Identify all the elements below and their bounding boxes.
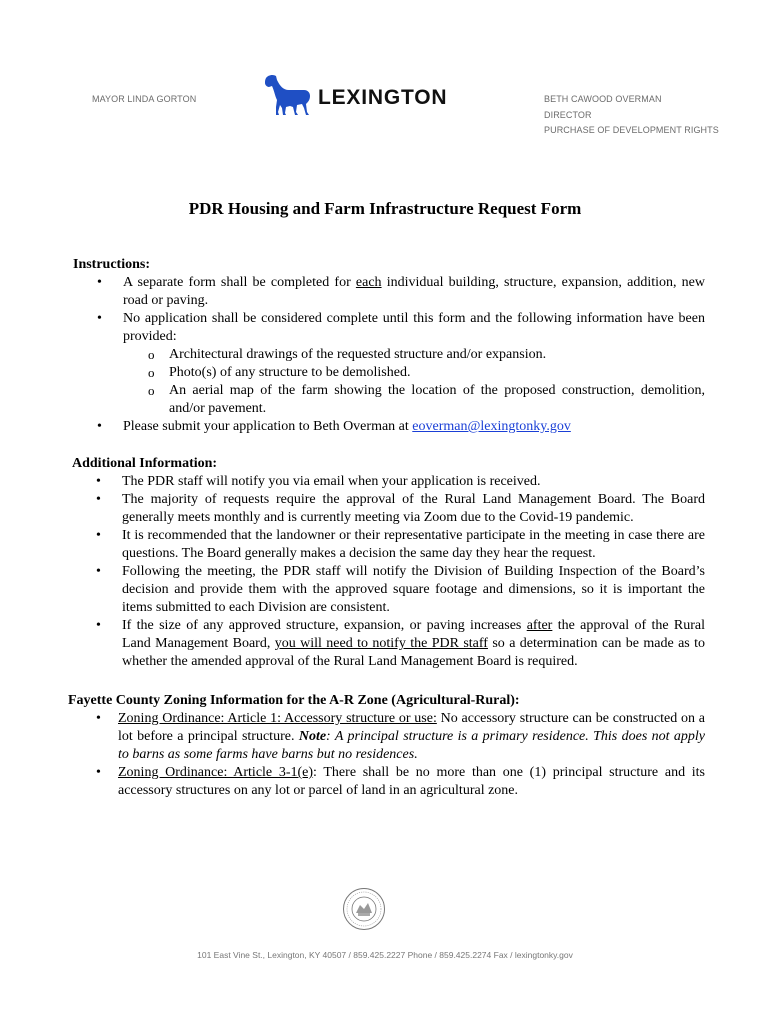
item-text: A separate form shall be completed for (123, 275, 356, 290)
item-text-italic: : A principal structure is a primary residence. This does not apply to barns as some farms have barns but no residences. (118, 729, 706, 762)
item-text-underlined: you will need to notify the PDR staff (274, 636, 488, 651)
list-item: • Following the meeting, the PDR staff will notify the Division of Building Inspection of the Board’s decision and provide them with the approved square footage and dimensions, so it is important the items submitted to each Division are consistent. (72, 563, 705, 617)
item-text-underlined: each (355, 275, 382, 290)
list-item (73, 310, 705, 418)
item-text-underlined: Zoning Ordinance: Article 3-1(e) (118, 765, 314, 780)
item-text: No accessory structure can be constructed on a lot before a principal structure. (118, 711, 706, 744)
item-text: If the size of any approved structure, expansion, or paving increases (122, 618, 527, 633)
page-title: PDR Housing and Farm Infrastructure Request Form (188, 199, 582, 218)
zoning-section (68, 692, 705, 800)
item-text: so a determination can be made as to whether the amended approval of the Rural Land Management Board is required. (122, 636, 706, 669)
list-item (72, 617, 705, 671)
additional-info-heading: Additional Information: (72, 456, 218, 471)
sub-list-item: o An aerial map of the farm showing the location of the proposed construction, demolition, and/or pavement. (123, 382, 705, 418)
item-text: the approval of the Rural Land Management Board, (122, 618, 706, 651)
item-text: individual building, structure, expansion, addition, new road or paving. (123, 275, 705, 308)
item-text-underlined: Zoning Ordinance: Article 1: Accessory structure or use: (118, 711, 437, 726)
list-item (73, 274, 705, 310)
list-item: • It is recommended that the landowner or their representative participate in the meeting in case there are questions. The Board generally makes a decision the same day they hear the request. (72, 527, 705, 563)
horse-icon (264, 74, 316, 118)
logo-wordmark: LEXINGTON (318, 86, 448, 109)
lexington-logo (264, 74, 447, 118)
department-name: PURCHASE OF DEVELOPMENT RIGHTS (544, 125, 719, 135)
note-label: Note (298, 729, 327, 744)
director-name: BETH CAWOOD OVERMAN (544, 94, 662, 104)
list-item: • The majority of requests require the approval of the Rural Land Management Board. The Board generally meets monthly and is currently meeting via Zoom due to the Covid-19 pandemic. (72, 491, 705, 527)
instructions-section (73, 256, 705, 436)
item-text: No application shall be considered complete until this form and the following information have been provided: (123, 311, 705, 344)
instructions-heading: Instructions: (73, 257, 151, 272)
item-text-underlined: after (526, 618, 553, 633)
sub-list-item: o Architectural drawings of the requested structure and/or expansion. (123, 346, 705, 364)
footer-address: 101 East Vine St., Lexington, KY 40507 / 859.425.2227 Phone / 859.425.2274 Fax / lexingtonky.gov (197, 950, 573, 960)
sub-list-item: o Photo(s) of any structure to be demolished. (123, 364, 705, 382)
city-seal-icon (342, 887, 386, 936)
mayor-name: MAYOR LINDA GORTON (92, 94, 197, 104)
email-link[interactable]: eoverman@lexingtonky.gov (412, 419, 571, 434)
item-text: Please submit your application to Beth Overman at (123, 419, 413, 434)
list-item: • The PDR staff will notify you via email when your application is received. (72, 473, 705, 491)
zoning-heading: Fayette County Zoning Information for the A-R Zone (Agricultural-Rural): (68, 693, 520, 708)
list-item (68, 710, 705, 764)
list-item (73, 418, 705, 436)
list-item (68, 764, 705, 800)
director-title: DIRECTOR (544, 110, 592, 120)
additional-info-section (72, 455, 705, 671)
item-text: : There shall be no more than one (1) principal structure and its accessory structures on any lot or parcel of land in an agricultural zone. (118, 765, 705, 798)
